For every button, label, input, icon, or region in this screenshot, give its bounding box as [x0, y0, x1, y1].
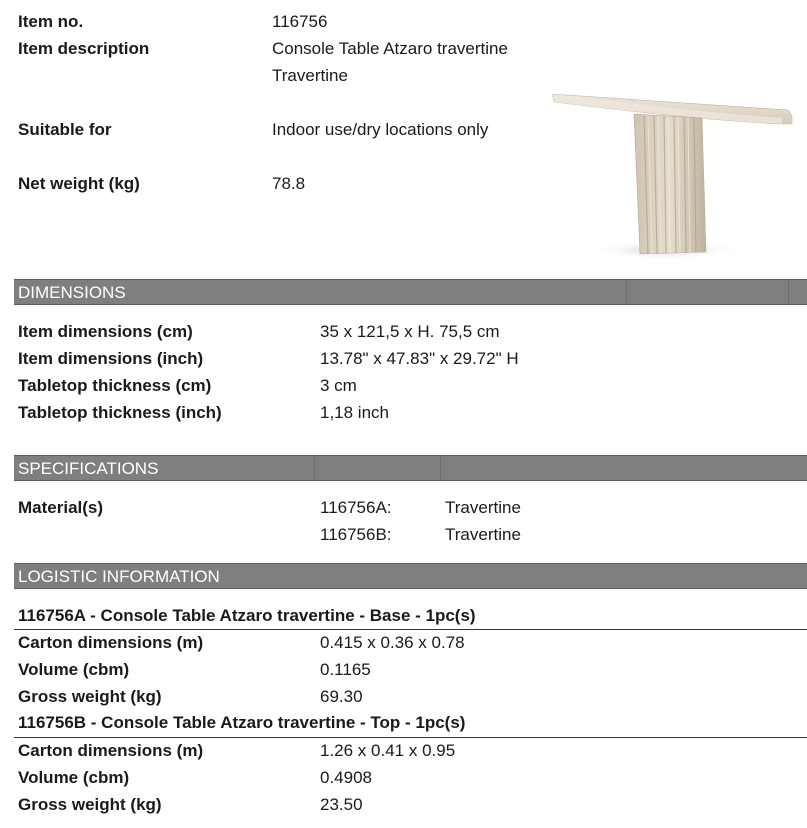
material-code: 116756A: [320, 498, 392, 517]
suitable-for-value: Indoor use/dry locations only [272, 120, 489, 139]
materials-label: Material(s) [18, 498, 104, 517]
header-cell-divider [626, 280, 627, 304]
part-heading-underline [14, 629, 807, 630]
gross-weight-label: Gross weight (kg) [18, 687, 162, 706]
gross-weight-value: 23.50 [320, 795, 363, 814]
item-description-line1: Console Table Atzaro travertine [272, 39, 508, 58]
item-description-line2: Travertine [272, 66, 348, 85]
logistic-part-heading: 116756B - Console Table Atzaro travertine - Top - 1pc(s) [18, 713, 466, 732]
logistic-part-heading: 116756A - Console Table Atzaro travertine - Base - 1pc(s) [18, 606, 476, 625]
carton-dimensions-label: Carton dimensions (m) [18, 741, 204, 760]
volume-value: 0.1165 [320, 660, 371, 679]
console-table-image [548, 80, 798, 260]
carton-dimensions-label: Carton dimensions (m) [18, 633, 204, 652]
item-no-label: Item no. [18, 12, 84, 31]
material-code: 116756B: [320, 525, 392, 544]
carton-dimensions-value: 1.26 x 0.41 x 0.95 [320, 741, 456, 760]
item-no-value: 116756 [272, 12, 328, 31]
material-value: Travertine [445, 498, 521, 517]
item-dimensions-cm-label: Item dimensions (cm) [18, 322, 193, 341]
suitable-for-label: Suitable for [18, 120, 112, 139]
part-heading-underline [14, 737, 807, 738]
volume-label: Volume (cbm) [18, 768, 130, 787]
specifications-title: SPECIFICATIONS [18, 459, 159, 478]
tabletop-thickness-cm-value: 3 cm [320, 376, 357, 395]
carton-dimensions-value: 0.415 x 0.36 x 0.78 [320, 633, 465, 652]
header-cell-divider [788, 280, 789, 304]
item-description-label: Item description [18, 39, 150, 58]
specifications-section-header [14, 455, 807, 481]
item-dimensions-inch-label: Item dimensions (inch) [18, 349, 204, 368]
tabletop-thickness-inch-value: 1,18 inch [320, 403, 389, 422]
dimensions-title: DIMENSIONS [18, 283, 126, 302]
net-weight-value: 78.8 [272, 174, 306, 193]
dimensions-section-header [14, 279, 807, 305]
net-weight-label: Net weight (kg) [18, 174, 140, 193]
header-cell-divider [314, 456, 315, 480]
logistic-title: LOGISTIC INFORMATION [18, 567, 220, 586]
gross-weight-label: Gross weight (kg) [18, 795, 162, 814]
logistic-section-header [14, 563, 807, 589]
header-cell-divider [440, 456, 441, 480]
gross-weight-value: 69.30 [320, 687, 363, 706]
item-dimensions-inch-value: 13.78" x 47.83" x 29.72" H [320, 349, 519, 368]
tabletop-thickness-inch-label: Tabletop thickness (inch) [18, 403, 222, 422]
volume-value: 0.4908 [320, 768, 372, 787]
tabletop-thickness-cm-label: Tabletop thickness (cm) [18, 376, 212, 395]
material-value: Travertine [445, 525, 521, 544]
item-dimensions-cm-value: 35 x 121,5 x H. 75,5 cm [320, 322, 500, 341]
volume-label: Volume (cbm) [18, 660, 130, 679]
